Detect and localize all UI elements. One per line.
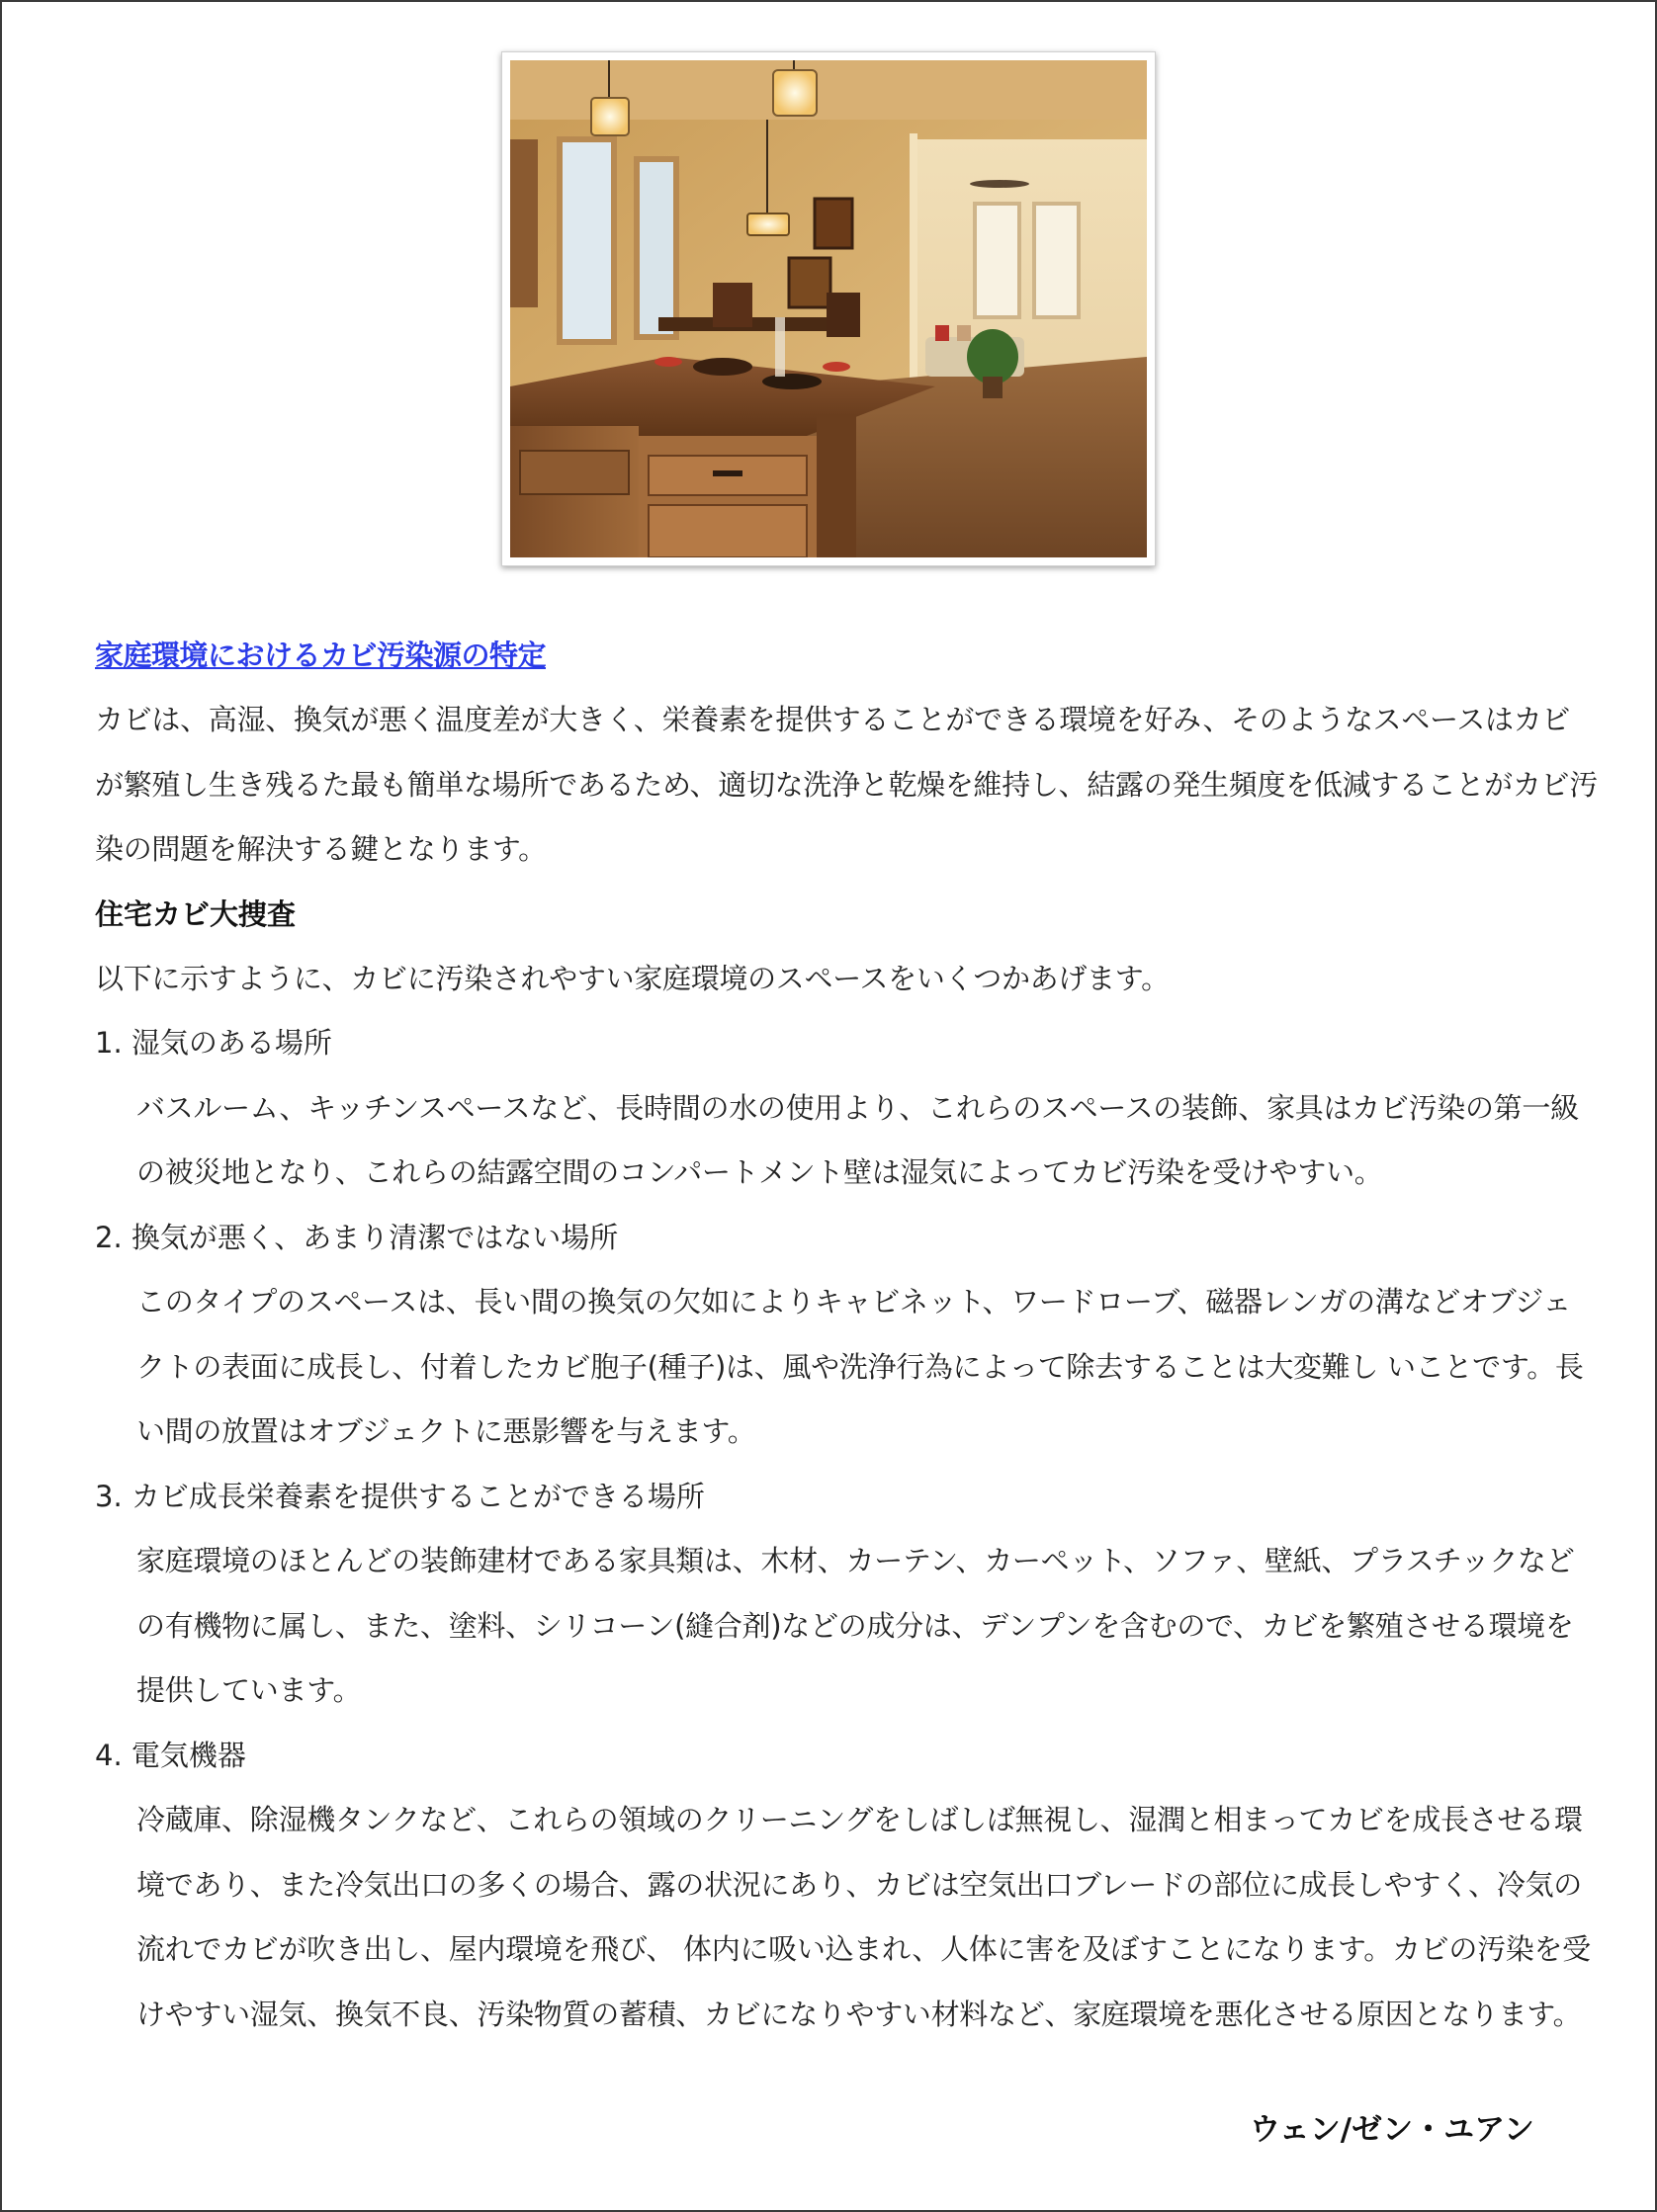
list-item-title: 1. 湿気のある場所 bbox=[95, 1026, 332, 1060]
list-item bbox=[95, 1465, 1598, 1724]
list-item-body: このタイプのスペースは、長い間の換気の欠如によりキャビネット、ワードローブ、磁器レンガの溝などオブジェクトの表面に成長し、付着したカビ胞子(種子)は、風や洗浄行為によって除去することは大変難し いことです。長い間の放置はオブジェクトに悪影響を与えます。 bbox=[136, 1285, 1584, 1448]
intro-paragraph: カビは、高湿、換気が悪く温度差が大きく、栄養素を提供することができる環境を好み、そのようなスペースはカビが繁殖し生き残るた最も簡単な場所であるため、適切な洗浄と乾燥を維持し、結露の発生頻度を低減することがカビ汚染の問題を解決する鍵となります。 bbox=[95, 703, 1598, 866]
author-byline: ウェン/ゼン・ユアン bbox=[1250, 2112, 1534, 2148]
kitchen-dining-room-image bbox=[510, 60, 1147, 557]
section-intro: 以下に示すように、カビに汚染されやすい家庭環境のスペースをいくつかあげます。 bbox=[95, 961, 1170, 995]
list-item-title: 2. 換気が悪く、あまり清潔ではない場所 bbox=[95, 1220, 619, 1254]
article-title-link[interactable]: 家庭環境におけるカビ汚染源の特定 bbox=[95, 638, 547, 672]
list-item-title: 4. 電気機器 bbox=[95, 1738, 246, 1772]
section-heading: 住宅カビ大捜査 bbox=[95, 896, 297, 931]
list-item-body: 家庭環境のほとんどの装飾建材である家具類は、木材、カーテン、カーペット、ソファ、壁紙、プラスチックなどの有機物に属し、また、塗料、シリコーン(縫合剤)などの成分は、デンプンを含むので、カビを繁殖させる環境を提供しています。 bbox=[136, 1544, 1575, 1707]
list-item bbox=[95, 1724, 1598, 2048]
list-item-body: 冷蔵庫、除湿機タンクなど、これらの領域のクリーニングをしばしば無視し、湿潤と相まってカビを成長させる環境であり、また冷気出口の多くの場合、露の状況にあり、カビは空気出口ブレードの部位に成長しやすく、冷気の流れでカビが吹き出し、屋内環境を飛び、 体内に吸い込まれ、人体に害を及ぼすことになります。カビの汚染を受けやすい湿気、換気不良、汚染物質の蓄積、カビになりやすい材料など、家庭環境を悪化させる原因となります。 bbox=[136, 1803, 1591, 2031]
list-item-title: 3. カビ成長栄養素を提供することができる場所 bbox=[95, 1479, 705, 1513]
article-body bbox=[95, 623, 1598, 2047]
interior-photo bbox=[501, 51, 1156, 566]
list-item bbox=[95, 1011, 1598, 1206]
list-item-body: バスルーム、キッチンスペースなど、長時間の水の使用より、これらのスペースの装飾、家具はカビ汚染の第一級の被災地となり、これらの結露空間のコンパートメント壁は湿気によってカビ汚染を受けやすい。 bbox=[136, 1090, 1579, 1189]
list-item bbox=[95, 1206, 1598, 1465]
